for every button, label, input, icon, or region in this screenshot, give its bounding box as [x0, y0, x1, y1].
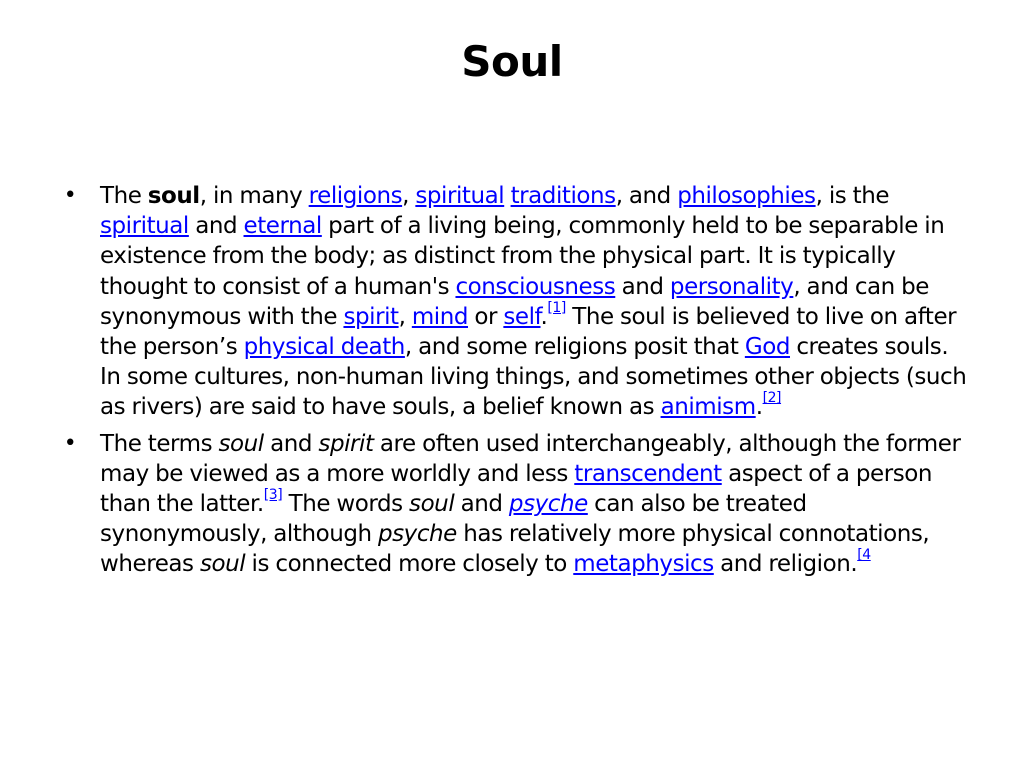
text-run: . [540, 303, 548, 330]
text-run: are often used interchangeably, although the former may be viewed as a more worldly and less [100, 430, 961, 487]
bullet-item-2 [63, 429, 970, 580]
link-philosophies[interactable]: philosophies [677, 183, 816, 209]
text-run: part of a living being, commonly held to be separable in existence from the body; as distinct from the physical part. It is typically thought to consist of a human's [100, 213, 945, 300]
text-run: creates souls. In some cultures, non-human living things, and sometimes other objects (such as rivers) are said to have souls, a belief known as [100, 334, 967, 421]
italic-term-psyche: psyche [377, 521, 457, 548]
reference-link-3[interactable]: [3] [263, 487, 283, 504]
italic-term-soul-3: soul [199, 551, 246, 578]
text-run: , [402, 183, 416, 209]
slide-body [63, 181, 970, 586]
text-run: or [468, 303, 504, 330]
link-metaphysics[interactable]: metaphysics [573, 551, 714, 578]
text-run: has relatively more physical connotations, whereas [100, 521, 930, 578]
text-run: can also be treated synonymously, although [100, 491, 807, 548]
link-god[interactable]: God [744, 334, 790, 361]
text-run: , and [615, 183, 678, 209]
link-consciousness[interactable]: consciousness [455, 273, 616, 300]
link-spirit[interactable]: spirit [343, 303, 399, 330]
text-run: The [100, 183, 148, 209]
link-spiritual-2[interactable]: spiritual [100, 213, 189, 240]
bullet-icon: • [63, 430, 77, 456]
link-spiritual[interactable]: spiritual [415, 183, 505, 209]
text-run: The terms [100, 430, 219, 457]
bullet-item-1 [63, 181, 970, 423]
text-run: The words [282, 491, 410, 518]
reference-1 [547, 300, 565, 316]
text-run: aspect of a person than the latter. [100, 460, 933, 518]
text-run: is connected more closely to [245, 551, 574, 578]
text-run: and religion. [713, 551, 858, 578]
italic-term-soul: soul [218, 430, 264, 457]
text-run: and [188, 213, 244, 240]
reference-link-4[interactable]: [4 [857, 547, 871, 564]
link-self[interactable]: self [503, 303, 541, 330]
reference-link-2[interactable]: [2] [762, 390, 782, 407]
link-traditions[interactable]: traditions [510, 183, 616, 209]
text-run: The soul is believed to live on after the person’s [100, 303, 957, 361]
reference-2 [763, 390, 781, 406]
link-mind[interactable]: mind [411, 303, 468, 330]
text-run: , is the [815, 183, 890, 209]
link-transcendent[interactable]: transcendent [574, 460, 722, 487]
reference-link-1[interactable]: [1] [547, 299, 566, 316]
reference-4 [857, 547, 870, 563]
text-run: , in many [199, 183, 309, 209]
bullet-icon: • [63, 183, 77, 208]
bold-term-soul: soul [147, 183, 200, 209]
link-personality[interactable]: personality [669, 273, 794, 300]
italic-term-soul-2: soul [409, 491, 455, 518]
link-religions[interactable]: religions [308, 183, 403, 209]
italic-term-spirit: spirit [318, 430, 374, 457]
text-run: , and can be synonymous with the [100, 273, 930, 330]
text-run: , and some religions posit that [404, 334, 745, 361]
link-animism[interactable]: animism [660, 394, 756, 421]
link-psyche[interactable]: psyche [508, 491, 588, 518]
text-run: , [398, 303, 412, 330]
text-run: and [263, 430, 319, 457]
text-run: and [615, 273, 670, 300]
link-eternal[interactable]: eternal [243, 213, 322, 240]
slide-title: Soul [461, 37, 563, 86]
text-run: and [454, 491, 509, 518]
link-physical-death[interactable]: physical death [243, 334, 405, 361]
text-run: . [755, 394, 763, 421]
reference-3 [264, 487, 282, 503]
